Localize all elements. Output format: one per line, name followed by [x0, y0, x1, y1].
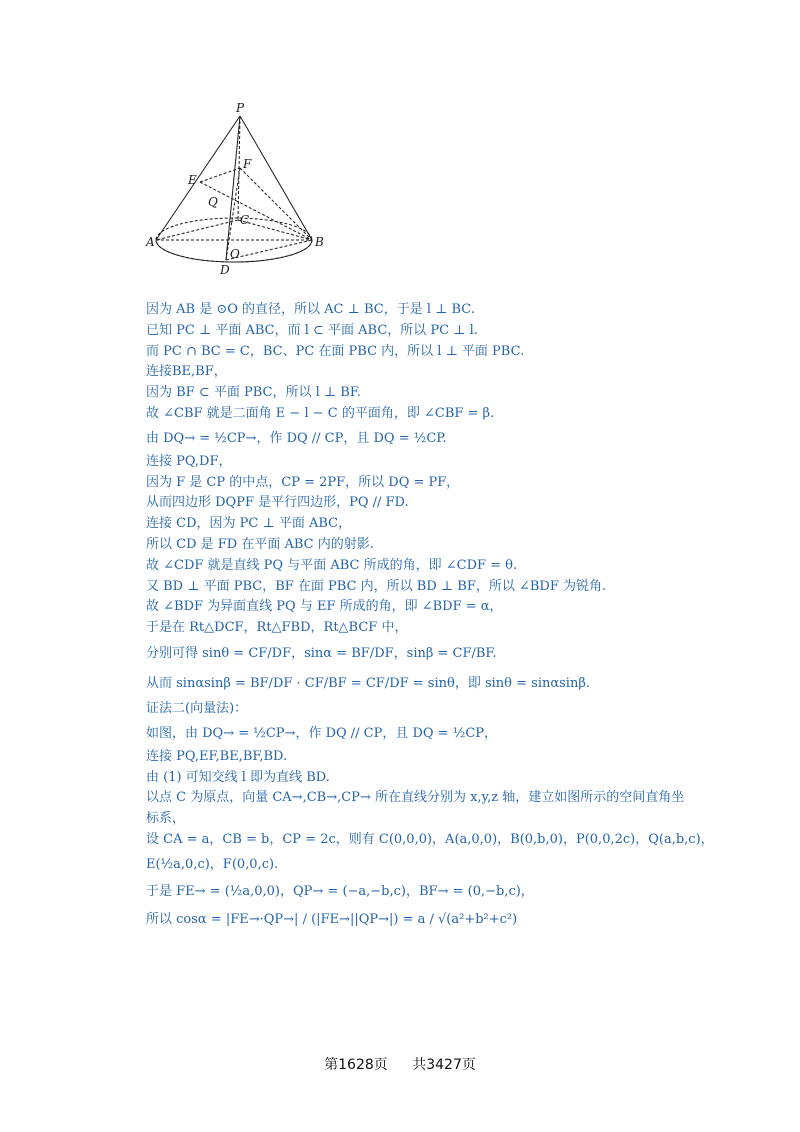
- page-footer: [0, 1054, 800, 1074]
- proof-line: 如图，由 DQ→ = ½CP→，作 DQ // CP，且 DQ = ½CP，: [146, 725, 498, 741]
- proof-line: 设 CA = a，CB = b，CP = 2c，则有 C(0,0,0)，A(a,0,0)，B(0,b,0)，P(0,0,2c)，Q(a,b,c)，: [146, 831, 714, 847]
- label-f: F: [243, 157, 252, 171]
- edge-pa: [156, 116, 240, 240]
- proof-line: 由 DQ→ = ½CP→，作 DQ // CP，且 DQ = ½CP.: [146, 430, 447, 446]
- label-c: C: [240, 213, 250, 227]
- page-number: 第1628页: [324, 1057, 388, 1073]
- line-ca: [156, 220, 238, 240]
- proof-line: 从而 sinαsinβ = BF/DF · CF/BF = CF/DF = sinθ，即 sinθ = sinαsinβ.: [146, 675, 590, 691]
- proof-line: 证法二(向量法)：: [146, 700, 248, 716]
- edge-pd: [226, 116, 240, 260]
- proof-line: 连接BE,BF，: [146, 364, 227, 380]
- proof-line: 因为 BF ⊂ 平面 PBC，所以 l ⊥ BF.: [146, 385, 361, 401]
- proof-line: 分别可得 sinθ = CF/DF，sinα = BF/DF，sinβ = CF/BF.: [146, 645, 497, 661]
- proof-line: 所以 cosα = |FE→·QP→| / (|FE→||QP→|) = a / √(a²+b²+c²): [146, 911, 518, 927]
- proof-line: 因为 AB 是 ⊙O 的直径，所以 AC ⊥ BC，于是 l ⊥ BC.: [146, 302, 475, 317]
- proof-line: 又 BD ⊥ 平面 PBC，BF 在面 PBC 内，所以 BD ⊥ BF，所以 ∠BDF 为锐角.: [146, 578, 607, 594]
- cone-figure: [140, 100, 330, 280]
- proof-line: 而 PC ∩ BC = C，BC、PC 在面 PBC 内，所以 l ⊥ 平面 PBC.: [146, 343, 525, 359]
- proof-line: 连接 PQ,DF，: [146, 453, 232, 469]
- label-e: E: [188, 173, 197, 187]
- proof-line: 故 ∠BDF 为异面直线 PQ 与 EF 所成的角，即 ∠BDF = α，: [146, 599, 503, 615]
- proof-line: 由 (1) 可知交线 l 即为直线 BD.: [146, 769, 330, 785]
- label-p: P: [236, 101, 245, 115]
- proof-line: 所以 CD 是 FD 在平面 ABC 内的射影.: [146, 536, 374, 552]
- label-q: Q: [208, 195, 218, 209]
- label-a: A: [146, 235, 155, 249]
- proof-text: [146, 300, 766, 935]
- proof-line: 从而四边形 DQPF 是平行四边形，PQ // FD.: [146, 495, 409, 511]
- proof-line: 连接 PQ,EF,BE,BF,BD.: [146, 748, 288, 764]
- proof-line: E(½a,0,c)，F(0,0,c).: [146, 856, 279, 872]
- proof-line: 于是在 Rt△DCF，Rt△FBD，Rt△BCF 中，: [146, 620, 408, 636]
- label-b: B: [315, 235, 324, 249]
- proof-line: 因为 F 是 CP 的中点，CP = 2PF，所以 DQ = PF，: [146, 474, 460, 490]
- cone-diagram: [140, 100, 330, 280]
- proof-line: 连接 CD，因为 PC ⊥ 平面 ABC，: [146, 516, 352, 532]
- page-total: 共3427页: [412, 1057, 476, 1073]
- proof-line: 故 ∠CDF 就是直线 PQ 与平面 ABC 所成的角，即 ∠CDF = θ.: [146, 557, 518, 573]
- proof-line: 以点 C 为原点，向量 CA→,CB→,CP→ 所在直线分别为 x,y,z 轴，建立如图所示的空间直角坐: [146, 790, 685, 806]
- proof-line: 标系，: [146, 811, 186, 827]
- proof-line: 故 ∠CBF 就是二面角 E − l − C 的平面角，即 ∠CBF = β.: [146, 405, 495, 421]
- label-o: O: [230, 247, 240, 261]
- label-d: D: [220, 263, 230, 277]
- proof-line: 已知 PC ⊥ 平面 ABC，而 l ⊂ 平面 ABC，所以 PC ⊥ l.: [146, 322, 478, 338]
- proof-line: 于是 FE→ = (½a,0,0)，QP→ = (−a,−b,c)，BF→ = (0,−b,c)，: [146, 883, 534, 899]
